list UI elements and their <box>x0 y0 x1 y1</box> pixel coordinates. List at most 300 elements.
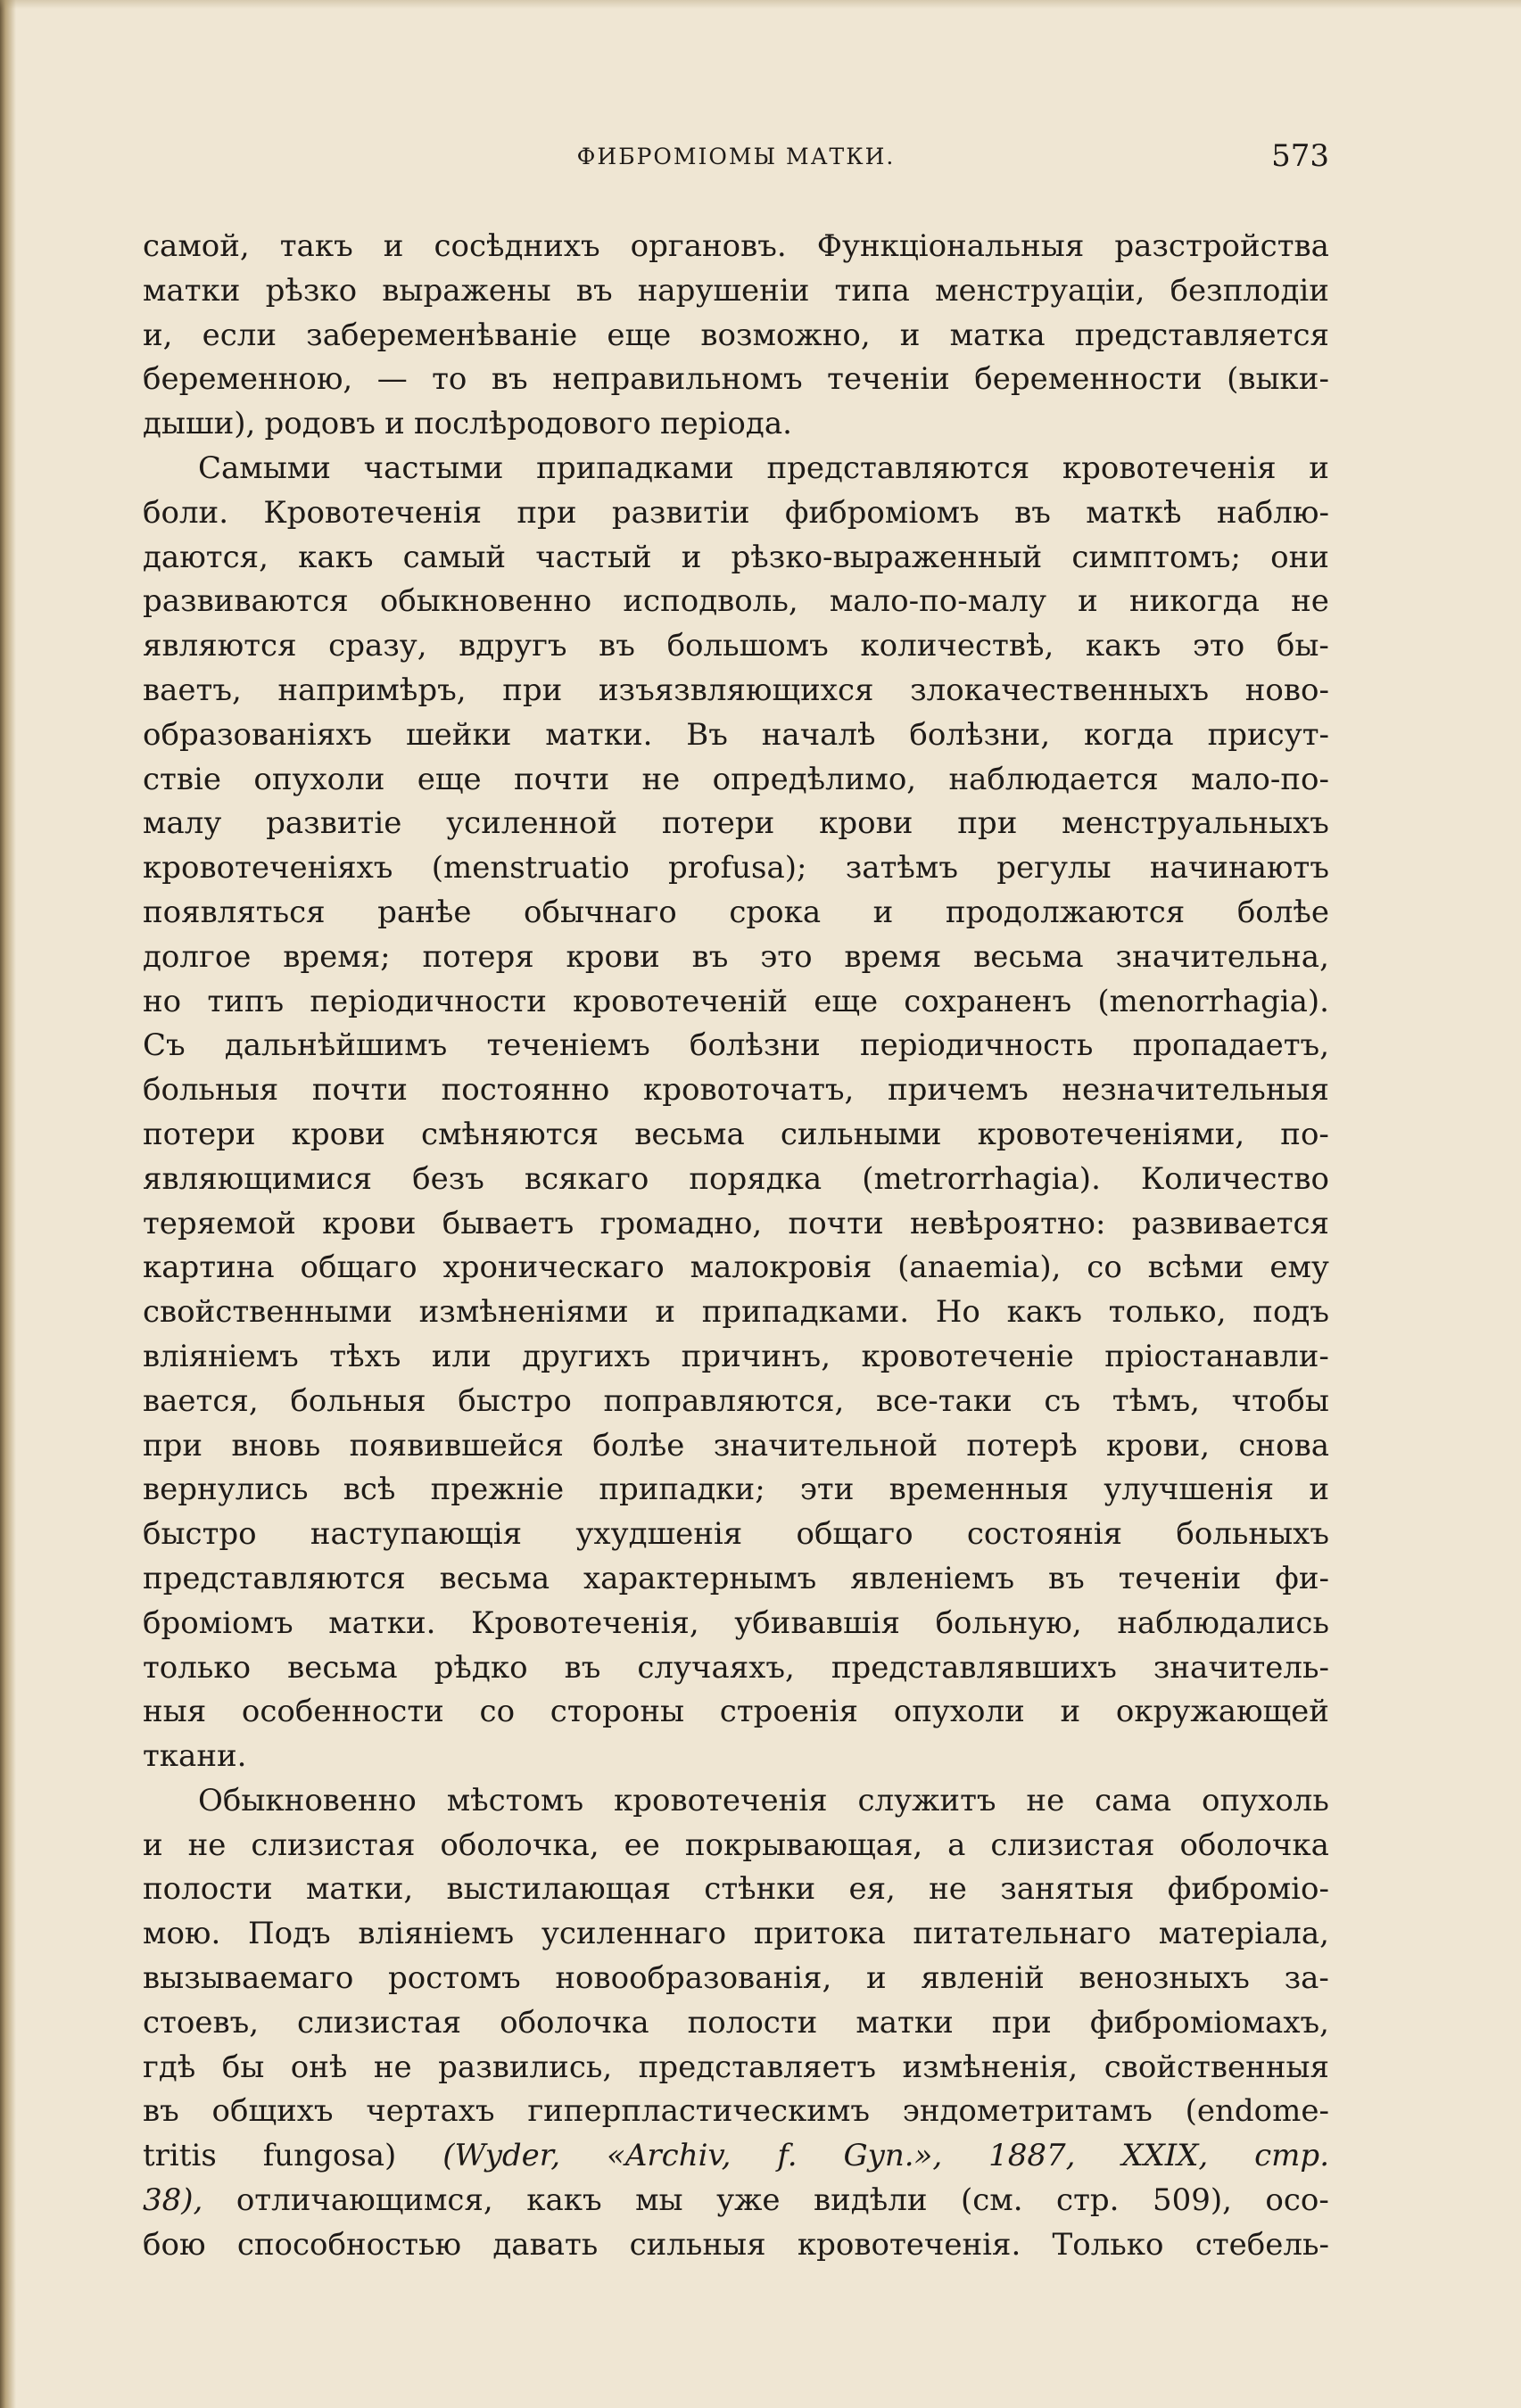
word: и <box>872 894 894 930</box>
word: оболочка <box>500 2004 649 2041</box>
word: окружающей <box>1115 1694 1329 1730</box>
word: отличающимся, <box>236 2182 493 2219</box>
word: наблю- <box>1216 494 1329 531</box>
word: измѣненіями <box>418 1294 629 1331</box>
word: бы- <box>1276 628 1329 664</box>
word: общаго <box>300 1249 417 1286</box>
word: развиваются <box>143 583 349 620</box>
word: бываетъ <box>442 1205 575 1241</box>
word: крови <box>291 1116 385 1152</box>
word: въ <box>1014 494 1051 531</box>
text-line <box>143 1424 1329 1469</box>
word: послѣродового <box>414 406 651 442</box>
word: и <box>655 1294 675 1331</box>
word: Самыми <box>198 449 331 486</box>
word: крови, <box>1106 1427 1211 1464</box>
word: явленій <box>921 1960 1045 1997</box>
word: все-таки <box>875 1382 1013 1419</box>
text-line <box>143 802 1329 846</box>
word: (metrorrhagia). <box>862 1160 1101 1197</box>
word: рѣдко <box>434 1649 528 1686</box>
text-line <box>143 1246 1329 1291</box>
word: эти <box>799 1472 855 1508</box>
word: дальнѣйшимъ <box>224 1027 448 1064</box>
word: забеременѣваніе <box>306 317 578 353</box>
word: въ <box>1047 1560 1085 1596</box>
word: онѣ <box>290 2049 348 2085</box>
word: убивавшія <box>734 1604 900 1641</box>
word: громадно, <box>599 1205 763 1241</box>
word: (Wyder, <box>442 2138 561 2174</box>
word: давать <box>492 2226 599 2263</box>
word: только <box>143 1649 252 1686</box>
word: «Archiv, <box>607 2138 732 2174</box>
word: вліяніемъ <box>358 1916 515 1952</box>
word: состоянія <box>966 1516 1123 1553</box>
word: ваетъ, <box>143 672 242 708</box>
word: и <box>899 317 921 353</box>
word: еще <box>814 983 879 1019</box>
word: Gyn.», <box>843 2138 943 2174</box>
word: самой, <box>143 228 250 264</box>
word: представляетъ <box>638 2049 877 2085</box>
word: стороны <box>550 1694 685 1730</box>
word: продолжаются <box>945 894 1186 930</box>
word: опухоли <box>893 1694 1025 1730</box>
word: ея, <box>848 1871 896 1908</box>
text-line <box>143 536 1329 581</box>
word: кровоточатъ, <box>642 1072 855 1109</box>
word: profusa); <box>668 850 807 887</box>
word: всѣми <box>1147 1249 1244 1286</box>
word: по- <box>1280 1116 1329 1152</box>
word: малокровія <box>690 1249 872 1286</box>
word: и <box>383 228 404 264</box>
word: стр. <box>1056 2182 1120 2219</box>
word: tritis <box>143 2138 217 2174</box>
word: самый <box>402 539 507 575</box>
word: безплодіи <box>1170 272 1329 309</box>
word: еще <box>607 317 672 353</box>
word: больныя <box>143 1072 279 1109</box>
word: постоянно <box>441 1072 610 1109</box>
word: свойственными <box>143 1294 393 1331</box>
word: представлявшихъ <box>831 1649 1117 1686</box>
word: тѣмъ, <box>1112 1382 1200 1419</box>
word: Только <box>1052 2226 1164 2263</box>
word: матки. <box>328 1604 436 1641</box>
word: теченіи <box>1118 1560 1242 1596</box>
word: ствіе <box>143 761 221 797</box>
word: кровотеченій <box>573 983 788 1019</box>
word: сильными <box>780 1116 942 1152</box>
word: ткани. <box>143 1738 247 1775</box>
word: исподволь, <box>623 583 798 620</box>
word: никогда <box>1128 583 1261 620</box>
word: наблюдались <box>1117 1604 1329 1641</box>
text-line <box>143 2001 1329 2046</box>
word: общаго <box>796 1516 913 1553</box>
word: какъ <box>526 2182 602 2219</box>
word: при <box>991 2004 1052 2041</box>
word: эндометритамъ <box>902 2093 1153 2130</box>
word: матки, <box>305 1871 414 1908</box>
word: періода. <box>660 406 792 442</box>
word: 1887, <box>988 2138 1076 2174</box>
word: но <box>143 983 182 1019</box>
word: кровотеченія <box>1062 449 1277 486</box>
word: органовъ. <box>630 228 787 264</box>
word: представляются <box>766 449 1030 486</box>
word: являющимися <box>143 1160 373 1197</box>
word: ново- <box>1244 672 1329 708</box>
text-line <box>143 402 1329 447</box>
word: Функціональныя <box>816 228 1085 264</box>
text-line <box>143 1380 1329 1424</box>
word: большомъ <box>666 628 829 664</box>
text-line <box>143 1068 1329 1113</box>
word: весьма <box>973 938 1084 975</box>
word: новообразованія, <box>555 1960 832 1997</box>
text-line <box>143 2223 1329 2268</box>
text-line <box>143 358 1329 402</box>
word: служитъ <box>857 1782 996 1818</box>
word: уже <box>716 2182 781 2219</box>
word: началѣ <box>761 716 876 753</box>
body-text <box>143 225 1329 2268</box>
word: беременности <box>974 361 1203 398</box>
text-line <box>143 1912 1329 1957</box>
word: больныхъ <box>1176 1516 1329 1553</box>
word: весьма <box>634 1116 745 1152</box>
word: вновь <box>231 1427 321 1464</box>
word: фибромiомахъ, <box>1089 2004 1329 2041</box>
word: появляться <box>143 894 326 930</box>
word: припадками. <box>701 1294 910 1331</box>
word: развитіи <box>611 494 750 531</box>
word: (см. <box>960 2182 1023 2219</box>
running-title: ФИБРОМІОМЫ МАТКИ. <box>576 144 896 169</box>
word: какъ <box>298 539 374 575</box>
word: весьма <box>439 1560 550 1596</box>
text-line <box>143 2090 1329 2134</box>
word: или <box>431 1338 492 1374</box>
word: симптомъ; <box>1071 539 1241 575</box>
word: дыши), <box>143 406 256 442</box>
text-line <box>143 491 1329 536</box>
word: — <box>376 361 408 398</box>
text-line <box>143 1735 1329 1779</box>
word: срока <box>729 894 822 930</box>
word: (menorrhagia). <box>1097 983 1329 1019</box>
word: представляется <box>1074 317 1329 353</box>
word: хроническаго <box>442 1249 665 1286</box>
word: стоевъ, <box>143 2004 260 2041</box>
text-line <box>143 1690 1329 1735</box>
word: улучшенія <box>1104 1472 1275 1508</box>
text-line <box>143 1646 1329 1691</box>
text-line <box>143 1557 1329 1602</box>
word: болѣе <box>592 1427 685 1464</box>
word: это <box>1192 628 1245 664</box>
word: изъязвляющихся <box>598 672 874 708</box>
word: и <box>865 1960 887 1997</box>
text-line <box>143 225 1329 269</box>
text-line <box>143 580 1329 624</box>
page-edge-shadow <box>0 0 16 2408</box>
word: матеріала, <box>1158 1916 1329 1952</box>
word: кровотеченія. <box>797 2226 1021 2263</box>
word: не <box>641 761 681 797</box>
word: боли. <box>143 494 229 531</box>
text-line <box>143 1024 1329 1068</box>
word: какъ <box>1085 628 1161 664</box>
word: (выки- <box>1227 361 1329 398</box>
page-top-shadow <box>0 0 1521 9</box>
word: чтобы <box>1231 1382 1329 1419</box>
word: ранѣе <box>377 894 472 930</box>
word: мѣстомъ <box>446 1782 584 1818</box>
word: способностью <box>236 2226 462 2263</box>
word: а <box>947 1827 966 1863</box>
word: всѣ <box>343 1472 396 1508</box>
word: бромiомъ <box>143 1604 293 1641</box>
word: въ <box>691 938 729 975</box>
word: такъ <box>279 228 353 264</box>
word: (anaemia), <box>897 1249 1062 1286</box>
word: и, <box>143 317 173 353</box>
word: это <box>760 938 813 975</box>
word: если <box>202 317 277 353</box>
word: оболочка <box>1179 1827 1329 1863</box>
word: причемъ <box>887 1072 1029 1109</box>
text-line <box>143 891 1329 936</box>
text-line <box>143 269 1329 314</box>
word: со <box>1087 1249 1122 1286</box>
text-line <box>143 758 1329 803</box>
text-line <box>143 1113 1329 1158</box>
word: видѣли <box>814 2182 928 2219</box>
word: мою. <box>143 1916 221 1952</box>
text-line <box>143 2046 1329 2091</box>
word: болѣзни, <box>909 716 1051 753</box>
word: Кровотеченія, <box>471 1604 699 1641</box>
word: въ <box>491 361 528 398</box>
word: появившейся <box>349 1427 564 1464</box>
word: при <box>957 805 1018 842</box>
page-number: 573 <box>1271 138 1329 174</box>
word: въ <box>564 1649 601 1686</box>
word: прежніе <box>430 1472 565 1508</box>
text-line <box>143 1291 1329 1335</box>
text-line <box>143 2179 1329 2223</box>
word: стр. <box>1254 2138 1329 2174</box>
word: и <box>143 1827 163 1863</box>
word: безъ <box>412 1160 484 1197</box>
word: фибромiо- <box>1167 1871 1329 1908</box>
word: свойственныя <box>1104 2049 1329 2085</box>
word: развивается <box>1131 1205 1329 1241</box>
word: не <box>1026 1782 1065 1818</box>
word: періодичности <box>310 983 547 1019</box>
word: и <box>1078 583 1098 620</box>
word: затѣмъ <box>845 850 958 887</box>
word: временныя <box>889 1472 1070 1508</box>
text-line <box>143 2134 1329 2179</box>
word: болѣзни <box>689 1027 821 1064</box>
word: потери <box>143 1116 256 1152</box>
word: поправляются, <box>603 1382 845 1419</box>
word: долгое <box>143 938 252 975</box>
word: съ <box>1044 1382 1081 1419</box>
word: въ <box>575 272 613 309</box>
word: тѣхъ <box>329 1338 401 1374</box>
word: развитіе <box>266 805 402 842</box>
word: вдругъ <box>459 628 567 664</box>
word: обыкновенно <box>379 583 592 620</box>
word: стебель- <box>1194 2226 1329 2263</box>
word: сильныя <box>629 2226 766 2263</box>
word: Въ <box>686 716 728 753</box>
text-line <box>143 1513 1329 1557</box>
word: когда <box>1083 716 1174 753</box>
word: крови <box>566 938 660 975</box>
word: маткѣ <box>1086 494 1182 531</box>
text-line <box>143 936 1329 980</box>
word: типа <box>834 272 910 309</box>
text-line <box>143 1158 1329 1202</box>
text-line <box>143 1468 1329 1513</box>
word: больную, <box>935 1604 1082 1641</box>
word: потерѣ <box>966 1427 1078 1464</box>
word: вліяніемъ <box>143 1338 299 1374</box>
word: f. <box>777 2138 798 2174</box>
word: смѣняются <box>421 1116 599 1152</box>
word: напримѣръ, <box>277 672 467 708</box>
word: выражены <box>382 272 551 309</box>
word: теряемой <box>143 1205 296 1241</box>
text-line <box>143 713 1329 758</box>
word: фибромiомъ <box>784 494 980 531</box>
word: и <box>1309 1472 1329 1508</box>
word: сразу, <box>328 628 427 664</box>
word: (endome- <box>1185 2093 1329 2130</box>
word: осо- <box>1265 2182 1329 2219</box>
word: всякаго <box>524 1160 649 1197</box>
word: стѣнки <box>704 1871 816 1908</box>
text-line <box>143 980 1329 1025</box>
text-line <box>143 1868 1329 1912</box>
word: время <box>844 938 942 975</box>
word: рѣзко <box>265 272 358 309</box>
text-line <box>143 314 1329 359</box>
word: ростомъ <box>388 1960 521 1997</box>
word: нарушеніи <box>637 272 810 309</box>
word: кровотеченіяхъ <box>143 850 393 887</box>
word: и <box>384 406 405 442</box>
word: не <box>187 1827 227 1863</box>
word: больныя <box>290 1382 426 1419</box>
word: при <box>502 672 563 708</box>
word: сосѣднихъ <box>434 228 600 264</box>
word: Но <box>935 1294 980 1331</box>
word: и <box>681 539 702 575</box>
word: чертахъ <box>366 2093 495 2130</box>
word: при <box>517 494 577 531</box>
word: не <box>1291 583 1329 620</box>
word: общихъ <box>211 2093 334 2130</box>
text-line <box>143 1957 1329 2001</box>
word: измѣненія, <box>902 2049 1079 2085</box>
text-line <box>143 1779 1329 1824</box>
word: обычнаго <box>524 894 677 930</box>
word: образованіяхъ <box>143 716 373 753</box>
word: крови <box>322 1205 417 1241</box>
word: и <box>1060 1694 1081 1730</box>
word: вернулись <box>143 1472 309 1508</box>
word: крови <box>819 805 913 842</box>
word: то <box>432 361 467 398</box>
word: вызываемаго <box>143 1960 354 1997</box>
word: еще <box>417 761 482 797</box>
word: мало-по- <box>1191 761 1329 797</box>
word: наблюдается <box>948 761 1159 797</box>
word: родовъ <box>264 406 376 442</box>
word: fungosa) <box>262 2138 397 2174</box>
word: Съ <box>143 1027 186 1064</box>
word: пріостанавли- <box>1104 1338 1329 1374</box>
word: рѣзко-выраженный <box>731 539 1043 575</box>
word: при <box>143 1427 203 1464</box>
text-line <box>143 624 1329 669</box>
word: строенія <box>719 1694 858 1730</box>
word: кровотеченіе <box>861 1338 1074 1374</box>
word: 38), <box>143 2182 203 2219</box>
word: потери <box>661 805 775 842</box>
word: сохраненъ <box>904 983 1072 1019</box>
word: слизистая <box>251 1827 416 1863</box>
word: потеря <box>422 938 534 975</box>
word: матки <box>143 272 241 309</box>
word: ее <box>624 1827 660 1863</box>
word: особенности <box>241 1694 444 1730</box>
word: гиперпластическимъ <box>527 2093 871 2130</box>
word: кровотеченія <box>613 1782 828 1818</box>
word: теченіемъ <box>486 1027 650 1064</box>
word: типъ <box>207 983 285 1019</box>
word: быстро <box>143 1516 257 1553</box>
word: полости <box>143 1871 273 1908</box>
word: наступающія <box>310 1516 523 1553</box>
word: усиленной <box>446 805 618 842</box>
word: періодичность <box>859 1027 1094 1064</box>
word: подъ <box>1252 1294 1329 1331</box>
word: питательнаго <box>913 1916 1132 1952</box>
word: Количество <box>1140 1160 1329 1197</box>
word: матки. <box>545 716 653 753</box>
word: значитель- <box>1153 1649 1329 1686</box>
word: болѣе <box>1236 894 1329 930</box>
word: малу <box>143 805 222 842</box>
word: опредѣлимо, <box>712 761 917 797</box>
word: выстилающая <box>446 1871 672 1908</box>
word: полости <box>687 2004 818 2041</box>
word: матки <box>856 2004 954 2041</box>
word: за- <box>1284 1960 1329 1997</box>
word: невѣроятно: <box>909 1205 1106 1241</box>
word: время; <box>283 938 391 975</box>
word: не <box>373 2049 412 2085</box>
